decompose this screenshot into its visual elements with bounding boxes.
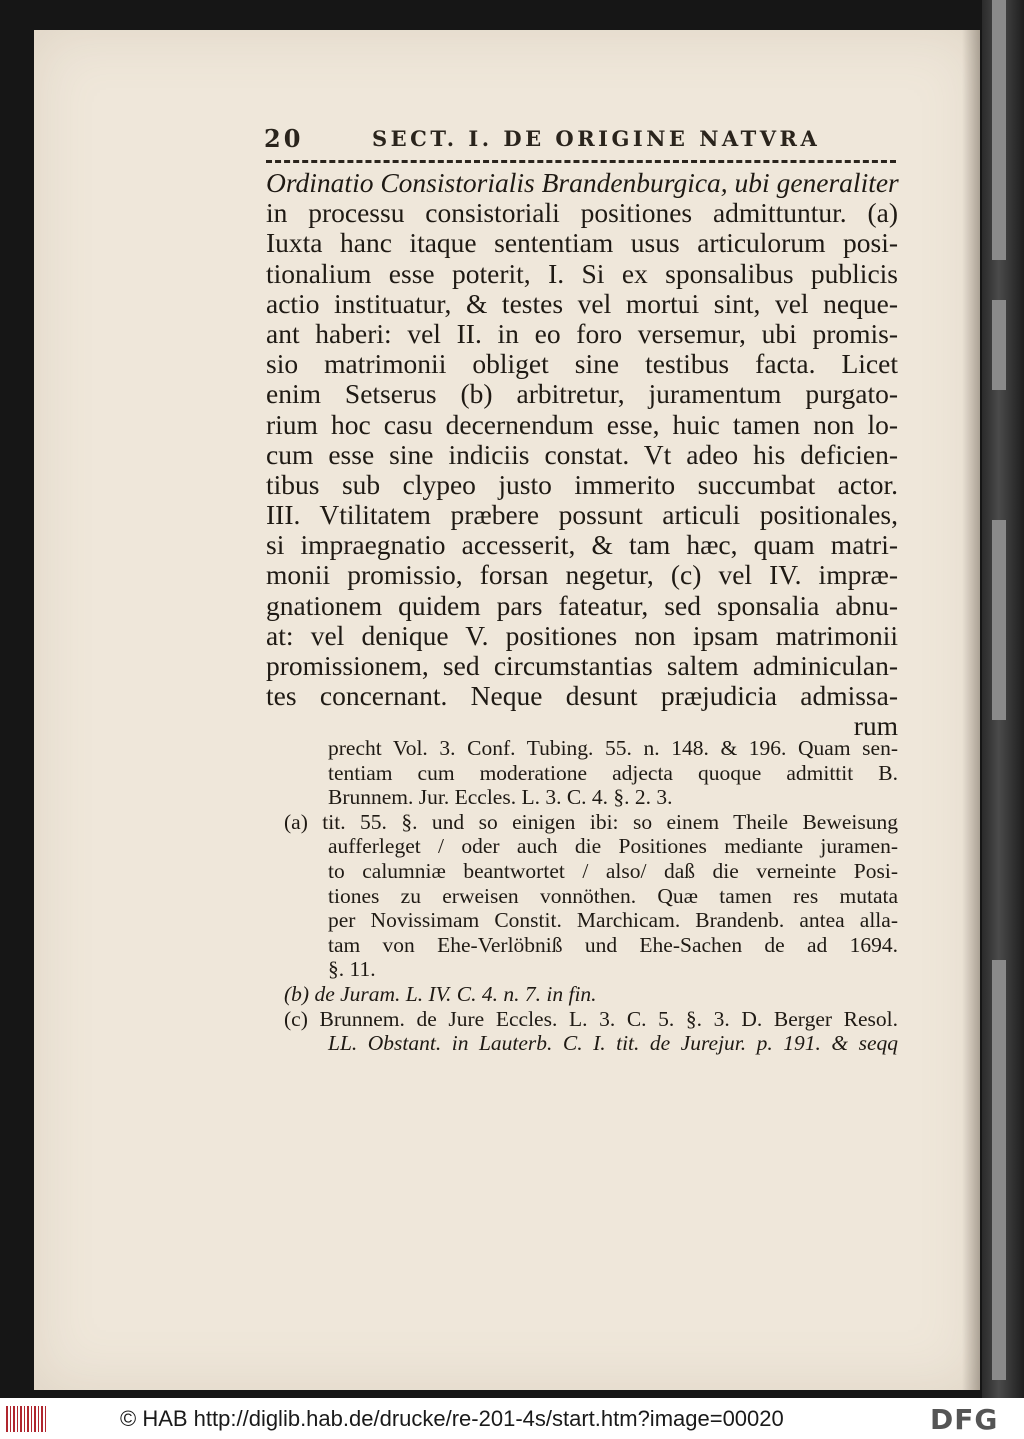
page-number: 20: [264, 124, 304, 153]
barcode-icon: [6, 1406, 46, 1432]
text-line: III. Vtilitatem præbere possunt articuli positionales,: [266, 499, 898, 531]
footnote-line: Brunnem. Jur. Eccles. L. 3. C. 4. §. 2. 3.: [328, 785, 673, 810]
source-credit-link[interactable]: © HAB http://diglib.hab.de/drucke/re-201-4s/start.htm?image=00020: [120, 1406, 784, 1431]
footnote-a-line: §. 11.: [328, 957, 376, 982]
dfg-logo: DFG: [930, 1403, 999, 1436]
text-line: in processu consistoriali positiones admittuntur. (a): [266, 197, 898, 229]
text-line: tionalium esse poterit, I. Si ex sponsalibus publicis: [266, 257, 898, 289]
text-line: cum esse sine indiciis constat. Vt adeo his deficien-: [266, 438, 898, 470]
text-line: enim Setserus (b) arbitretur, juramentum purgato-: [266, 378, 898, 410]
footnote-a-line: per Novissimam Constit. Marchicam. Brandenb. antea alla-: [328, 908, 898, 933]
footnote-b-line: (b) de Juram. L. IV. C. 4. n. 7. in fin.: [284, 981, 597, 1006]
edge-highlight: [992, 0, 1006, 260]
edge-highlight: [992, 520, 1006, 720]
header-rule: [266, 160, 896, 167]
text-line: rium hoc casu decernendum esse, huic tamen non lo-: [266, 408, 898, 440]
adjacent-page-edge: [982, 0, 1024, 1398]
text-line: tes concernant. Neque desunt præjudicia admissa-: [266, 680, 898, 712]
text-line: sio matrimonii obliget sine testibus facta. Licet: [266, 348, 898, 380]
text-line: actio instituatur, & testes vel mortui sint, vel neque-: [266, 287, 898, 319]
footnote-c-line: LL. Obstant. in Lauterb. C. I. tit. de Jurejur. p. 191. & seqq: [328, 1031, 898, 1056]
footnote-c-line: (c) Brunnem. de Jure Eccles. L. 3. C. 5. §. 3. D. Berger Resol.: [284, 1006, 898, 1031]
footnote-a-line: aufferleget / oder auch die Positiones mediante juramen-: [328, 834, 898, 859]
text-line: Iuxta hanc itaque sententiam usus articulorum posi-: [266, 227, 898, 259]
text-line: tibus sub clypeo justo immerito succumbat actor.: [266, 468, 898, 500]
footnote-line: tentiam cum moderatione adjecta quoque admittit B.: [328, 760, 898, 785]
text-line: gnationem quidem pars fateatur, sed sponsalia abnu-: [266, 589, 898, 621]
text-line: Ordinatio Consistorialis Brandenburgica, ubi generaliter: [266, 167, 899, 198]
text-line: si impraegnatio accesserit, & tam hæc, quam matri-: [266, 529, 898, 561]
page-edge-shadow: [962, 30, 980, 1390]
running-head: SECT. I. DE ORIGINE NATVRA: [372, 126, 821, 151]
footnote-line: precht Vol. 3. Conf. Tubing. 55. n. 148. & 196. Quam sen-: [328, 736, 898, 760]
page-header: [264, 124, 904, 158]
footnote-a-line: to calumniæ beantwortet / also/ daß die verneinte Posi-: [328, 858, 898, 883]
text-line: ant haberi: vel II. in eo foro versemur, ubi promis-: [266, 317, 898, 349]
body-text: [266, 168, 898, 742]
catchword: rum: [853, 710, 898, 742]
viewer-footer: [0, 1398, 1024, 1439]
footnotes: [284, 736, 898, 1056]
footnote-a-line: (a) tit. 55. §. und so einigen ibi: so einem Theile Beweisung: [284, 809, 898, 834]
text-line: promissionem, sed circumstantias saltem adminiculan-: [266, 650, 898, 681]
text-line: monii promissio, forsan negetur, (c) vel IV. impræ-: [266, 559, 898, 591]
edge-highlight: [992, 300, 1006, 390]
edge-highlight: [992, 960, 1006, 1380]
footnote-a-line: tiones zu erweisen vonnöthen. Quæ tamen res mutata: [328, 883, 898, 908]
text-line: at: vel denique V. positiones non ipsam matrimonii: [266, 619, 898, 651]
footnote-a-line: tam von Ehe-Verlöbniß und Ehe-Sachen de ad 1694.: [328, 932, 898, 957]
